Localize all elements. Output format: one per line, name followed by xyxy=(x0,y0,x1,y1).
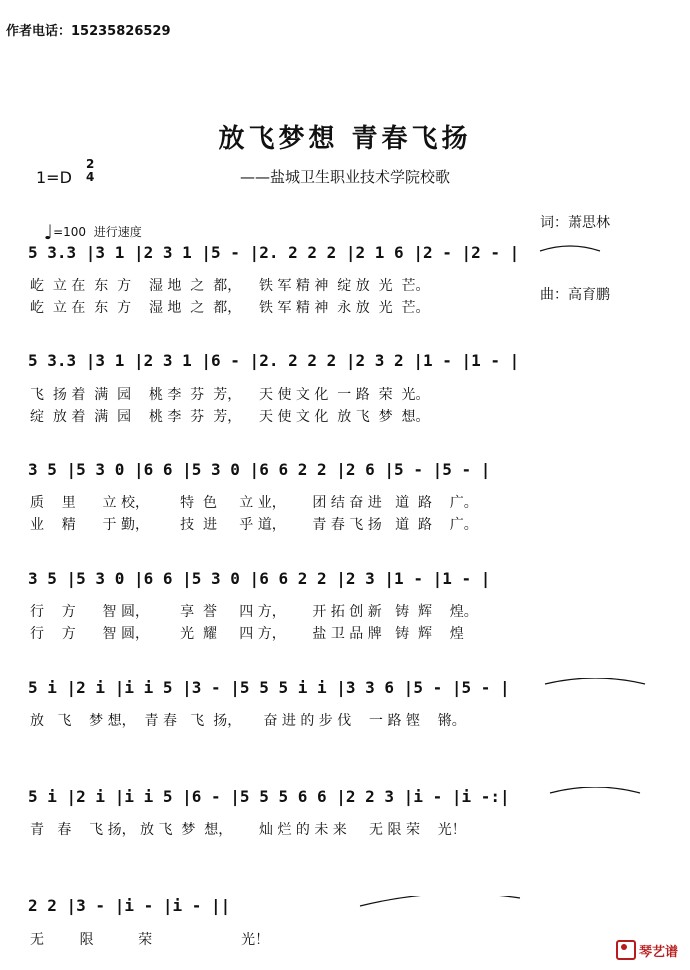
melody-text: 3 5 |5 3 0 |6 6 |5 3 0 |6 6 2 2 |2 3 |1 - |1 - | xyxy=(28,569,491,588)
melody-text: 5 i |2 i |i i 5 |3 - |5 5 5 i i |3 3 6 |5 - |5 - | xyxy=(28,678,510,697)
song-subtitle: ——盐城卫生职业技术学院校歌 xyxy=(240,168,451,186)
watermark xyxy=(616,940,678,960)
lyric-line-5: 放 飞 梦 想， 青 春 飞 扬， 奋 进 的 步 伐 一 路 铿 锵。 xyxy=(30,713,466,729)
tempo-marking xyxy=(36,206,142,244)
lyric-line-2b: 绽 放 着 满 园 桃 李 芬 芳， 天 使 文 化 放 飞 梦 想。 xyxy=(30,409,430,425)
tempo-text: 进行速度 xyxy=(93,225,142,239)
lyricist: 词：萧思林 xyxy=(540,215,610,231)
watermark-text: 琴艺谱 xyxy=(638,945,678,960)
time-signature xyxy=(86,158,94,184)
melody-text: 5 3.3 |3 1 |2 3 1 |5 - |2. 2 2 2 |2 1 6 |2 - |2 - | xyxy=(28,243,520,262)
melody-text: 3 5 |5 3 0 |6 6 |5 3 0 |6 6 2 2 |2 6 |5 - |5 - | xyxy=(28,460,491,479)
lyric-line-3a: 质 里 立 校， 特 色 立 业， 团 结 奋 进 道 路 广。 xyxy=(30,495,478,511)
song-title: 放飞梦想 青春飞扬 xyxy=(218,124,472,154)
lyric-line-1a: 屹 立 在 东 方 湿 地 之 都， 铁 军 精 神 绽 放 光 芒。 xyxy=(30,278,430,294)
key-signature: 1=D xyxy=(36,168,72,187)
tempo-value: =100 xyxy=(53,225,87,239)
lyric-line-1b: 屹 立 在 东 方 湿 地 之 都， 铁 军 精 神 永 放 光 芒。 xyxy=(30,300,430,316)
melody-text: 5 3.3 |3 1 |2 3 1 |6 - |2. 2 2 2 |2 3 2 |1 - |1 - | xyxy=(28,351,520,370)
melody-line-1 xyxy=(0,243,690,269)
melody-line-4 xyxy=(0,569,690,595)
melody-line-7 xyxy=(0,896,690,922)
lyric-line-4b: 行 方 智 圆， 光 耀 四 方， 盐 卫 品 牌 铸 辉 煌 xyxy=(30,626,464,642)
lyric-line-6: 青 春 飞 扬， 放 飞 梦 想， 灿 烂 的 未 来 无 限 荣 光！ xyxy=(30,822,466,838)
time-signature-bottom: 4 xyxy=(86,170,95,184)
lyric-line-2a: 飞 扬 着 满 园 桃 李 芬 芳， 天 使 文 化 一 路 荣 光。 xyxy=(30,387,430,403)
melody-line-5 xyxy=(0,678,690,704)
melody-line-6 xyxy=(0,787,690,813)
lyric-line-3b: 业 精 于 勤， 技 进 乎 道， 青 春 飞 扬 道 路 广。 xyxy=(30,517,478,533)
melody-text: 5 i |2 i |i i 5 |6 - |5 5 5 6 6 |2 2 3 |i - |i -:| xyxy=(28,787,510,806)
composer: 曲：高育鹏 xyxy=(540,287,610,303)
qinyipu-logo-icon xyxy=(616,940,636,960)
composer-contact: 作者电话：15235826529 xyxy=(6,24,171,39)
melody-line-3 xyxy=(0,460,690,486)
melody-text: 2 2 |3 - |i - |i - || xyxy=(28,896,231,915)
quarter-note-icon: ♩ xyxy=(43,220,54,244)
lyric-line-4a: 行 方 智 圆， 享 誉 四 方， 开 拓 创 新 铸 辉 煌。 xyxy=(30,604,478,620)
melody-line-2 xyxy=(0,351,690,377)
time-signature-top: 2 xyxy=(86,157,95,171)
lyric-line-7: 无 限 荣 光！ xyxy=(30,932,270,948)
